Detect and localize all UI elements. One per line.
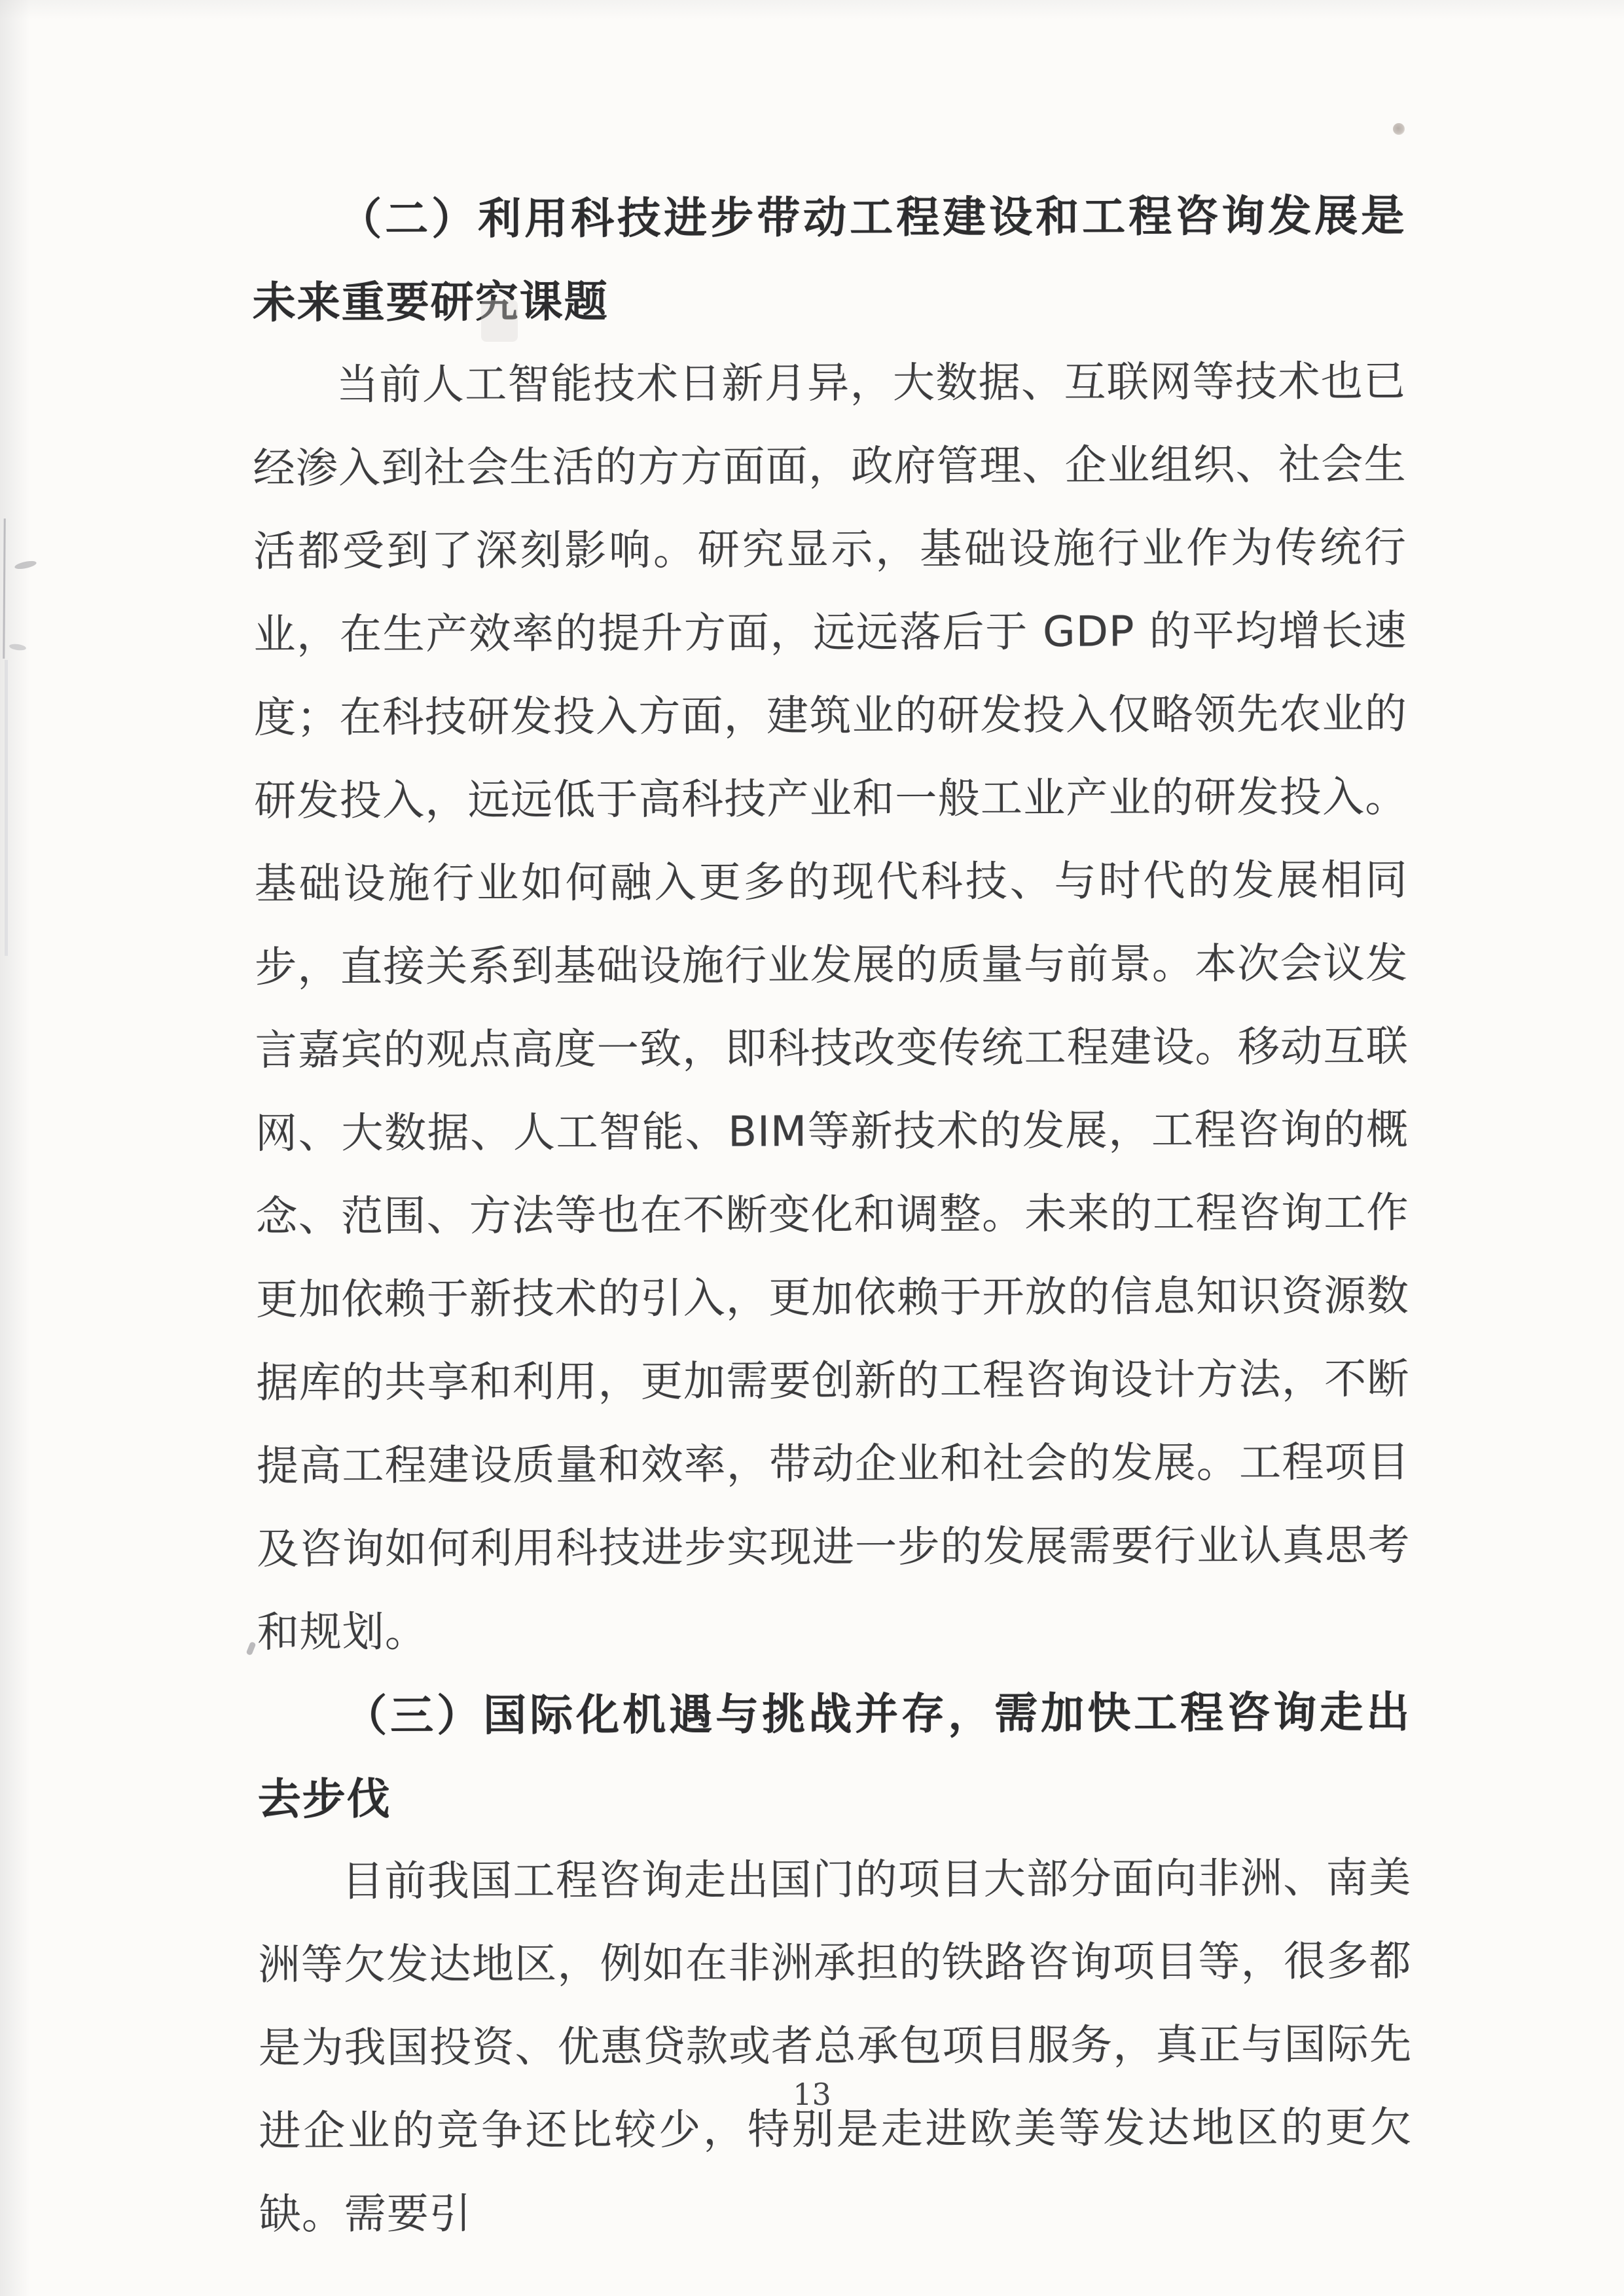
section-3-paragraph: 目前我国工程咨询走出国门的项目大部分面向非洲、南美洲等欠发达地区，例如在非洲承担的铁路咨询项目等，很多都是为我国投资、优惠贷款或者总承包项目服务，真正与国际先进企业的竞争还比较少，特别是走进欧美等发达地区的更欠缺。需要引 xyxy=(258,1853,1413,2239)
section-2-paragraph: 当前人工智能技术日新月异，大数据、互联网等技术也已经渗入到社会生活的方方面面，政府管理、企业组织、社会生活都受到了深刻影响。研究显示，基础设施行业作为传统行业，在生产效率的提升方面，远远落后于 GDP 的平均增长速度；在科技研发投入方面，建筑业的研发投入仅略领先农业的研发投入，远远低于高科技产业和一般工业产业的研发投入。基础设施行业如何融入更多的现代科技、与时代的发展相同步，直接关系到基础设施行业发展的质量与前景。本次会议发言嘉宾的观点高度一致，即科技改变传统工程建设。移动互联网、大数据、人工智能、BIM等新技术的发展，工程咨询的概念、范围、方法等也在不断变化和调整。未来的工程咨询工作更加依赖于新技术的引入，更加依赖于开放的信息知识资源数据库的共享和利用，更加需要创新的工程咨询设计方法，不断提高工程建设质量和效率，带动企业和社会的发展。工程项目及咨询如何利用科技进步实现进一步的发展需要行业认真思考和规划。 xyxy=(253,357,1411,1657)
page-number: 13 xyxy=(793,2077,831,2112)
section-heading-3: （三）国际化机遇与挑战并存，需加快工程咨询走出去步伐 xyxy=(257,1686,1411,1825)
section-heading-2: （二）利用科技进步带动工程建设和工程咨询发展是未来重要研究课题 xyxy=(252,190,1406,328)
scan-smudge xyxy=(9,643,27,651)
scan-speck xyxy=(246,1641,257,1656)
scan-edge-line-faint xyxy=(5,660,8,956)
scan-smudge xyxy=(14,560,37,571)
scan-speck xyxy=(1393,123,1405,135)
scan-edge-line xyxy=(3,519,5,659)
page-content xyxy=(252,174,1413,2257)
